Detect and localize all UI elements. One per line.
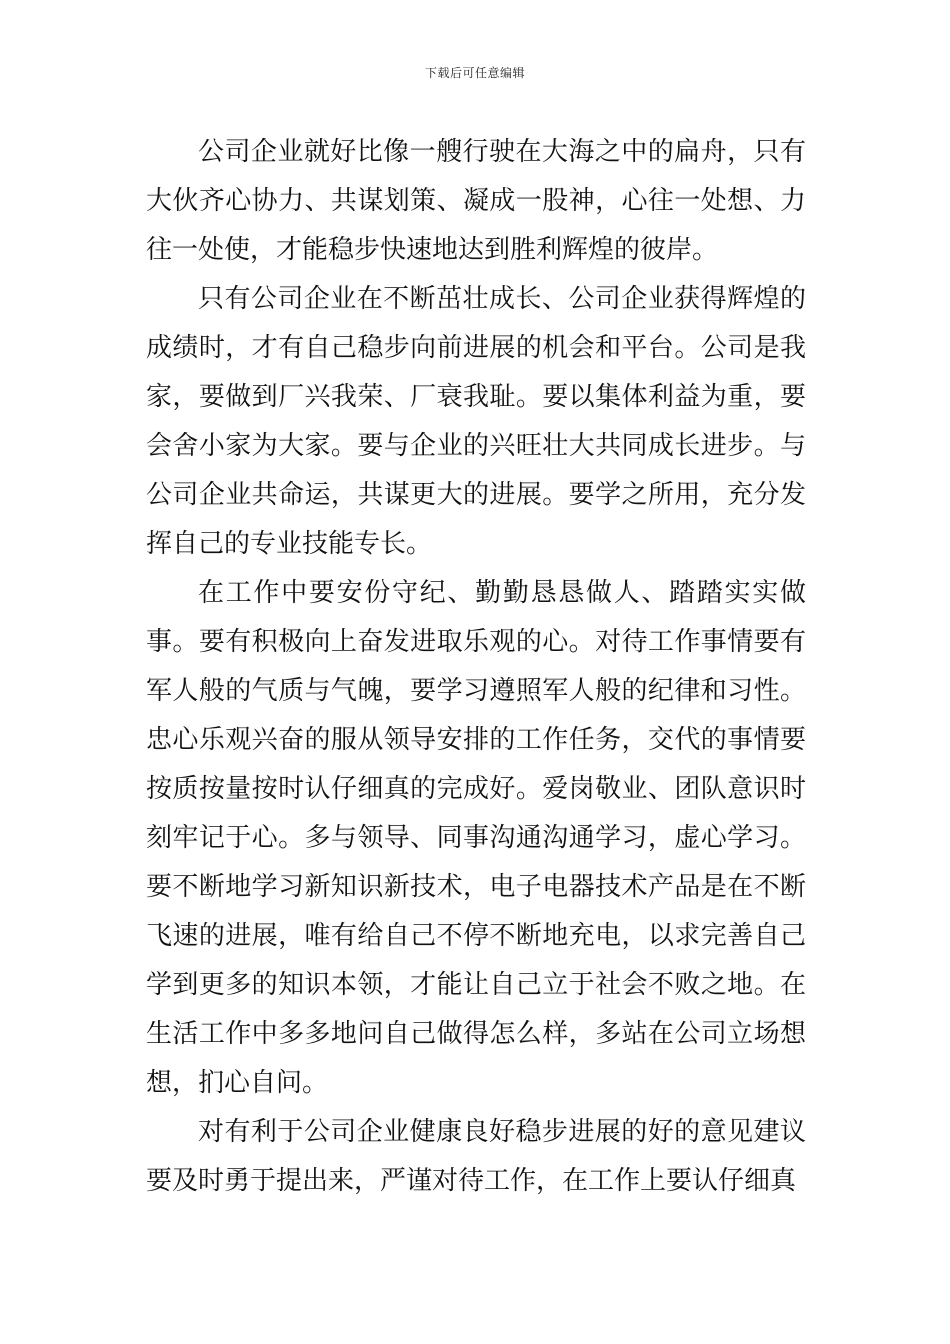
paragraph-2: 只有公司企业在不断茁壮成长、公司企业获得辉煌的成绩时，才有自己稳步向前进展的机会和平台。公司是我家，要做到厂兴我荣、厂衰我耻。要以集体利益为重，要会舍小家为大家。要与企业的兴旺壮大共同成长进步。与公司企业共命运，共谋更大的进展。要学之所用，充分发挥自己的专业技能专长。 [146,284,806,559]
page-header-note: 下载后可任意编辑 [424,66,525,80]
paragraph-4: 对有利于公司企业健康良好稳步进展的好的意见建议要及时勇于提出来，严谨对待工作，在工作上要认仔细真 [146,1117,806,1196]
document-body [146,128,806,1206]
paragraph-1: 公司企业就好比像一艘行驶在大海之中的扁舟，只有大伙齐心协力、共谋划策、凝成一股神，心往一处想、力往一处使，才能稳步快速地达到胜利辉煌的彼岸。 [146,137,806,265]
paragraph-3: 在工作中要安份守纪、勤勤恳恳做人、踏踏实实做事。要有积极向上奋发进取乐观的心。对待工作事情要有军人般的气质与气魄，要学习遵照军人般的纪律和习性。忠心乐观兴奋的服从领导安排的工作任务，交代的事情要按质按量按时认仔细真的完成好。爱岗敬业、团队意识时刻牢记于心。多与领导、同事沟通沟通学习，虚心学习。要不断地学习新知识新技术，电子电器技术产品是在不断飞速的进展，唯有给自己不停不断地充电，以求完善自己学到更多的知识本领，才能让自己立于社会不败之地。在生活工作中多多地问自己做得怎么样，多站在公司立场想想，扪心自问。 [146,578,806,1098]
